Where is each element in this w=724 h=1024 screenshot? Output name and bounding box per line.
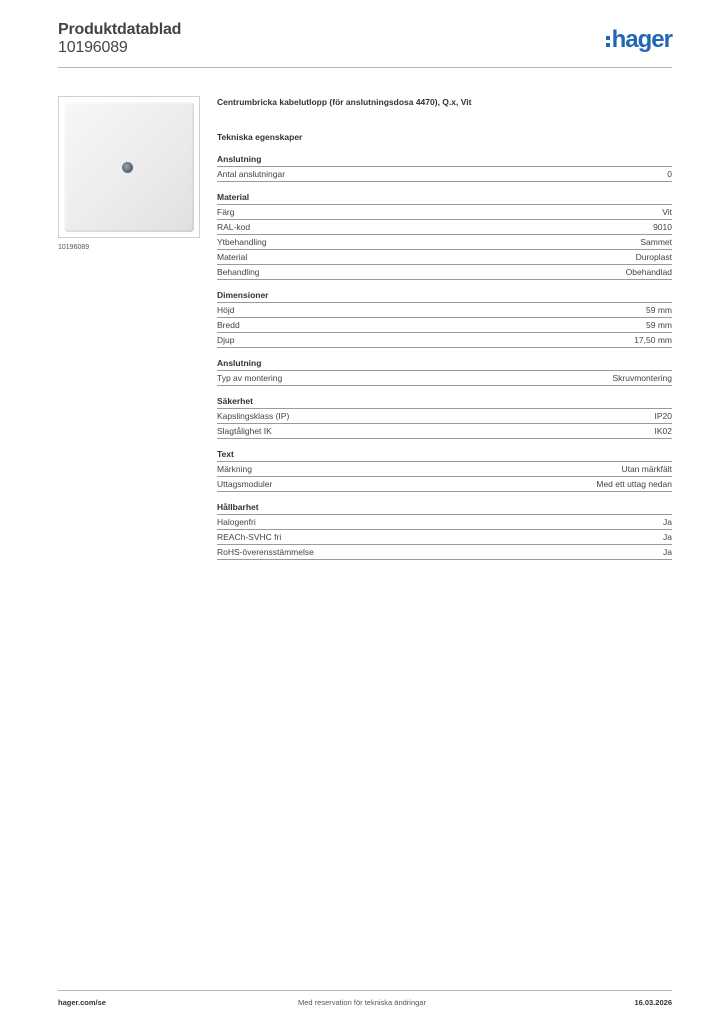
- spec-label: REACh-SVHC fri: [217, 532, 282, 542]
- spec-row: [217, 265, 672, 280]
- header-divider: [58, 67, 672, 68]
- spec-label: Behandling: [217, 267, 260, 277]
- spec-content: [217, 95, 672, 560]
- spec-label: Halogenfri: [217, 517, 256, 527]
- spec-value: 9010: [653, 222, 672, 232]
- spec-label: Märkning: [217, 464, 252, 474]
- spec-group: [217, 395, 672, 439]
- spec-group: [217, 357, 672, 386]
- spec-value: IK02: [654, 426, 672, 436]
- cover-plate-image: [64, 102, 194, 232]
- cable-outlet-hole: [122, 162, 133, 173]
- spec-row: [217, 167, 672, 182]
- spec-value: Obehandlad: [625, 267, 672, 277]
- spec-value: IP20: [654, 411, 672, 421]
- spec-row: [217, 250, 672, 265]
- spec-value: Duroplast: [635, 252, 672, 262]
- doc-title: Produktdatablad: [58, 21, 182, 38]
- spec-value: Med ett uttag nedan: [596, 479, 672, 489]
- spec-value: Ja: [663, 517, 672, 527]
- spec-row: [217, 333, 672, 348]
- spec-row: [217, 409, 672, 424]
- spec-group: [217, 289, 672, 348]
- group-heading: Säkerhet: [217, 395, 672, 409]
- spec-label: Ytbehandling: [217, 237, 267, 247]
- spec-value: 59 mm: [646, 320, 672, 330]
- group-heading: Material: [217, 191, 672, 205]
- spec-group: [217, 501, 672, 560]
- footer-website-link[interactable]: hager.com/se: [58, 998, 106, 1007]
- spec-row: [217, 318, 672, 333]
- group-heading: Text: [217, 448, 672, 462]
- image-caption: 10196089: [58, 244, 90, 251]
- product-image: [58, 96, 200, 238]
- group-heading: Anslutning: [217, 357, 672, 371]
- spec-value: 17,50 mm: [634, 335, 672, 345]
- spec-value: Ja: [663, 532, 672, 542]
- spec-group: [217, 191, 672, 280]
- spec-row: [217, 545, 672, 560]
- group-heading: Anslutning: [217, 153, 672, 167]
- spec-value: Sammet: [640, 237, 672, 247]
- spec-row: [217, 220, 672, 235]
- spec-group: [217, 448, 672, 492]
- spec-value: Ja: [663, 547, 672, 557]
- spec-label: Uttagsmoduler: [217, 479, 273, 489]
- spec-label: Bredd: [217, 320, 240, 330]
- spec-label: Typ av montering: [217, 373, 283, 383]
- spec-value: 0: [667, 169, 672, 179]
- spec-row: [217, 462, 672, 477]
- spec-row: [217, 424, 672, 439]
- spec-value: Utan märkfält: [621, 464, 672, 474]
- footer-divider: [58, 990, 672, 991]
- spec-row: [217, 235, 672, 250]
- spec-row: [217, 205, 672, 220]
- spec-row: [217, 477, 672, 492]
- product-title: Centrumbricka kabelutlopp (för anslutningsdosa 4470), Q.x, Vit: [217, 97, 472, 107]
- section-heading: Tekniska egenskaper: [217, 132, 303, 142]
- spec-label: Kapslingsklass (IP): [217, 411, 290, 421]
- product-number: 10196089: [58, 39, 128, 56]
- spec-label: Material: [217, 252, 248, 262]
- hager-logo: [606, 28, 672, 52]
- spec-value: Skruvmontering: [612, 373, 672, 383]
- spec-value: 59 mm: [646, 305, 672, 315]
- spec-label: Slagtålighet IK: [217, 426, 272, 436]
- spec-label: Höjd: [217, 305, 235, 315]
- spec-row: [217, 515, 672, 530]
- spec-label: Färg: [217, 207, 235, 217]
- footer-date: 16.03.2026: [634, 998, 672, 1007]
- group-heading: Dimensioner: [217, 289, 672, 303]
- logo-text: hager: [611, 26, 672, 53]
- spec-value: Vit: [662, 207, 672, 217]
- spec-group: [217, 153, 672, 182]
- spec-label: RoHS-överensstämmelse: [217, 547, 314, 557]
- spec-groups: [217, 153, 672, 560]
- spec-row: [217, 530, 672, 545]
- spec-label: Djup: [217, 335, 235, 345]
- logo-dots-icon: [606, 36, 610, 47]
- spec-label: Antal anslutningar: [217, 169, 286, 179]
- spec-label: RAL-kod: [217, 222, 251, 232]
- group-heading: Hållbarhet: [217, 501, 672, 515]
- footer-disclaimer: Med reservation för tekniska ändringar: [298, 998, 426, 1007]
- spec-row: [217, 371, 672, 386]
- spec-row: [217, 303, 672, 318]
